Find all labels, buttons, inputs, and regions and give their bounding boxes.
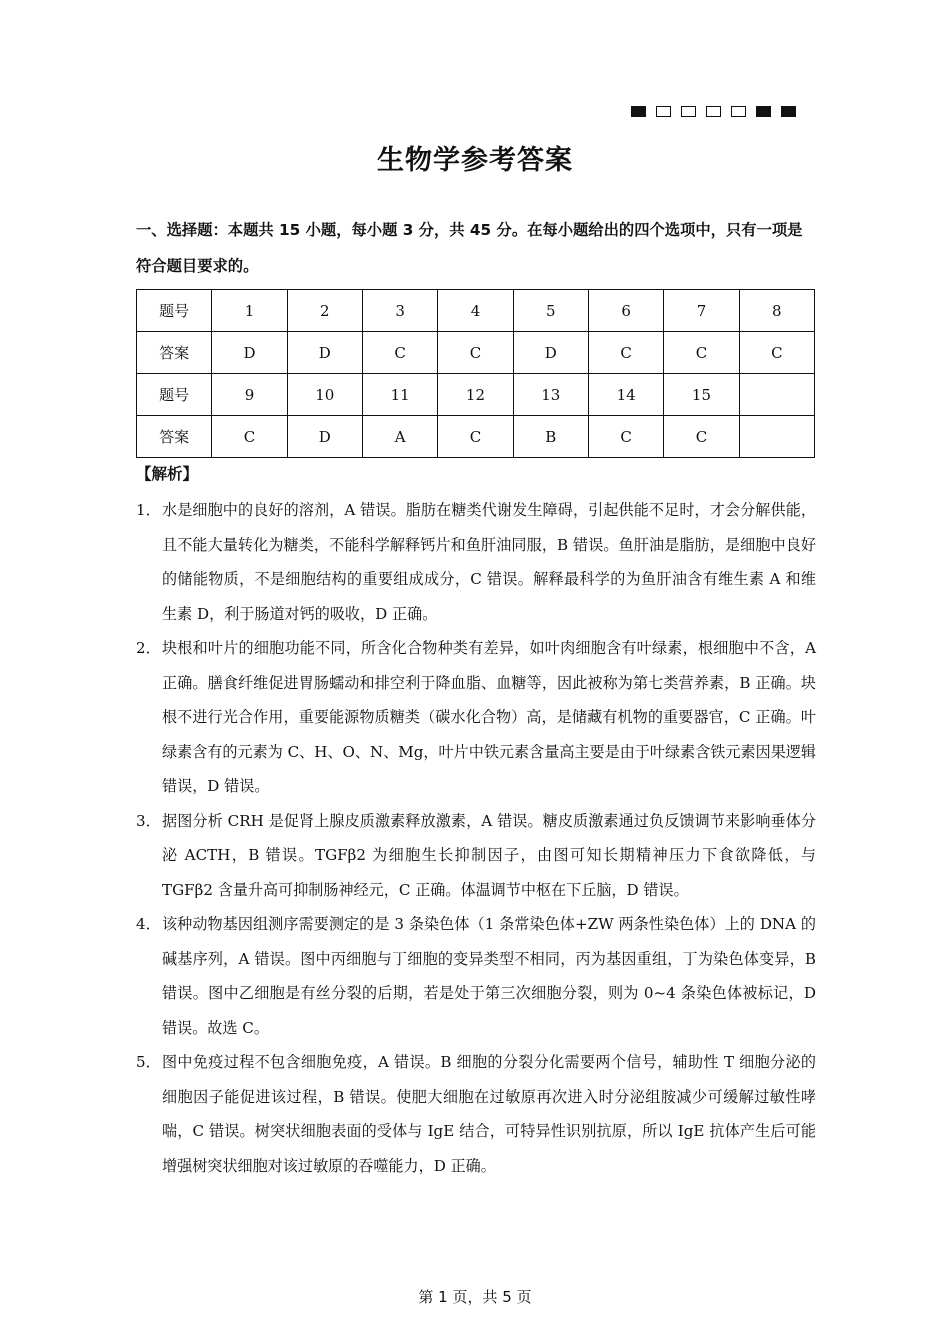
table-cell: B (513, 416, 588, 458)
table-cell: 6 (588, 290, 663, 332)
table-cell: 4 (438, 290, 513, 332)
empty-square-icon (731, 106, 746, 117)
item-number: 3． (136, 811, 161, 830)
table-cell: C (212, 416, 287, 458)
table-cell: D (287, 416, 362, 458)
answer-table (136, 289, 815, 458)
item-number: 1． (136, 501, 161, 519)
table-cell: D (212, 332, 287, 374)
analysis-label: 【解析】 (136, 465, 199, 483)
table-cell: C (664, 332, 739, 374)
table-cell: 5 (513, 290, 588, 332)
table-cell: C (588, 416, 663, 458)
page-footer: 第 1 页，共 5 页 (418, 1288, 532, 1306)
table-cell: 1 (212, 290, 287, 332)
analysis-item (136, 631, 816, 804)
table-row (137, 290, 815, 332)
table-cell: C (739, 332, 814, 374)
item-text: 块根和叶片的细胞功能不同，所含化合物种类有差异，如叶肉细胞含有叶绿素，根细胞中不含，A 正确。膳食纤维促进胃肠蠕动和排空利于降血脂、血糖等，因此被称为第七类营养素，B 正确。块根不进行光合作用，重要能源物质糖类（碳水化合物）高，是储藏有机物的重要器官，C 正确。叶绿素含有的元素为 C、H、O、N、Mg，叶片中铁元素含量高主要是由于叶绿素含铁元素因果逻辑错误，D 错误。 (162, 639, 816, 795)
item-number: 4． (136, 915, 161, 933)
table-cell: D (287, 332, 362, 374)
table-cell: 9 (212, 374, 287, 416)
table-cell: 15 (664, 374, 739, 416)
filled-square-icon (756, 106, 771, 117)
table-cell: 3 (362, 290, 437, 332)
item-number: 5． (136, 1053, 161, 1071)
table-cell: D (513, 332, 588, 374)
item-text: 该种动物基因组测序需要测定的是 3 条染色体（1 条常染色体+ZW 两条性染色体）上的 DNA 的碱基序列，A 错误。图中丙细胞与丁细胞的变异类型不相同，丙为基因重组，丁为染色体变异，B 错误。图中乙细胞是有丝分裂的后期，若是处于第三次细胞分裂，则为 0~4 条染色体被标记，D 错误。故选 C。 (162, 915, 816, 1037)
section-heading: 一、选择题：本题共 15 小题，每小题 3 分，共 45 分。在每小题给出的四个选项中，只有一项是符合题目要求的。 (136, 221, 803, 275)
item-text: 水是细胞中的良好的溶剂，A 错误。脂肪在糖类代谢发生障碍，引起供能不足时，才会分解供能，且不能大量转化为糖类，不能科学解释钙片和鱼肝油同服，B 错误。鱼肝油是脂肪，是细胞中良好的储能物质，不是细胞结构的重要组成成分，C 错误。解释最科学的为鱼肝油含有维生素 A 和维生素 D，利于肠道对钙的吸收，D 正确。 (162, 501, 816, 623)
page-title: 生物学参考答案 (377, 145, 573, 176)
table-cell: C (664, 416, 739, 458)
filled-square-icon (781, 106, 796, 117)
analysis-list (136, 493, 816, 1183)
analysis-item (136, 493, 816, 631)
item-number: 2． (136, 639, 161, 657)
table-cell: 14 (588, 374, 663, 416)
table-cell: C (362, 332, 437, 374)
analysis-item (136, 907, 816, 1045)
table-cell: 2 (287, 290, 362, 332)
table-cell: C (438, 332, 513, 374)
row-header-cell: 答案 (137, 332, 212, 374)
item-text: 图中免疫过程不包含细胞免疫，A 错误。B 细胞的分裂分化需要两个信号，辅助性 T 细胞分泌的细胞因子能促进该过程，B 错误。使肥大细胞在过敏原再次进入时分泌组胺减少可缓解过敏性哮喘，C 错误。树突状细胞表面的受体与 IgE 结合，可特异性识别抗原，所以 IgE 抗体产生后可能增强树突状细胞对该过敏原的吞噬能力，D 正确。 (162, 1053, 816, 1175)
table-row (137, 332, 815, 374)
row-header-cell: 题号 (137, 290, 212, 332)
empty-square-icon (656, 106, 671, 117)
row-header-cell: 题号 (137, 374, 212, 416)
table-cell (739, 374, 814, 416)
table-cell: 11 (362, 374, 437, 416)
empty-square-icon (706, 106, 721, 117)
filled-square-icon (631, 106, 646, 117)
analysis-item (136, 1045, 816, 1183)
table-cell: 13 (513, 374, 588, 416)
table-cell: C (588, 332, 663, 374)
item-text: 据图分析 CRH 是促肾上腺皮质激素释放激素，A 错误。糖皮质激素通过负反馈调节来影响垂体分泌 ACTH，B 错误。TGFβ2 为细胞生长抑制因子，由图可知长期精神压力下食欲降低，与 TGFβ2 含量升高可抑制肠神经元，C 正确。体温调节中枢在下丘脑，D 错误。 (162, 811, 816, 899)
table-cell: 8 (739, 290, 814, 332)
table-cell: 10 (287, 374, 362, 416)
analysis-item (136, 804, 816, 908)
header-marks (631, 106, 796, 117)
table-cell: 12 (438, 374, 513, 416)
table-row (137, 374, 815, 416)
table-row (137, 416, 815, 458)
table-cell (739, 416, 814, 458)
table-cell: A (362, 416, 437, 458)
row-header-cell: 答案 (137, 416, 212, 458)
empty-square-icon (681, 106, 696, 117)
table-cell: C (438, 416, 513, 458)
table-cell: 7 (664, 290, 739, 332)
